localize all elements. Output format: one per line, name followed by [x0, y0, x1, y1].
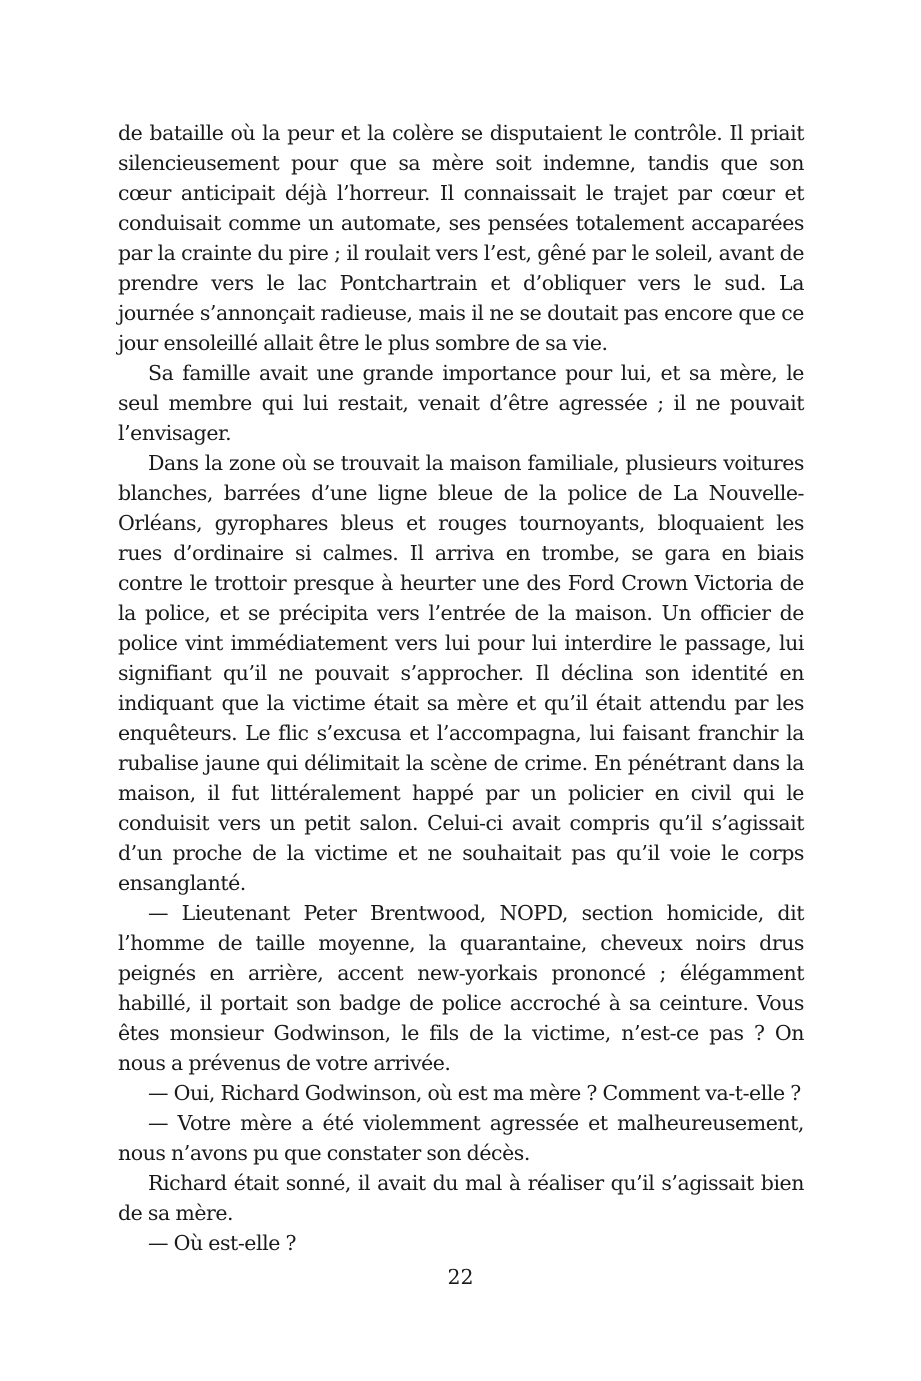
paragraph-8: — Où est-elle ?	[148, 1231, 296, 1255]
paragraph-5: — Oui, Richard Godwinson, où est ma mère ? Comment va-t-elle ?	[148, 1081, 801, 1105]
paragraph-3: Dans la zone où se trouvait la maison familiale, plusieurs voitures blanches, barrées d’une ligne bleue de la police de La Nouvelle-Orléans, gyrophares bleus et rouges tournoyants, bloquaient les rues d’ordinaire si calmes. Il arriva en trombe, se gara en biais contre le trottoir presque à heurter une des Ford Crown Victoria de la police, et se précipita vers l’entrée de la maison. Un officier de police vint immédiatement vers lui pour lui interdire le passage, lui signifiant qu’il ne pouvait s’approcher. Il déclina son identité en indiquant que la victime était sa mère et qu’il était attendu par les enquêteurs. Le flic s’excusa et l’accompagna, lui faisant franchir la rubalise jaune qui délimitait la scène de crime. En pénétrant dans la maison, il fut littéralement happé par un policier en civil qui le conduisit vers un petit salon. Celui-ci avait compris qu’il s’agissait d’un proche de la victime et ne souhaitait pas qu’il voie le corps ensanglanté.	[118, 451, 804, 895]
paragraph-2: Sa famille avait une grande importance pour lui, et sa mère, le seul membre qui lui restait, venait d’être agressée ; il ne pouvait l’envisager.	[118, 361, 804, 445]
page-number: 22	[447, 1265, 474, 1289]
paragraph-1: de bataille où la peur et la colère se disputaient le contrôle. Il priait silencieusement pour que sa mère soit indemne, tandis que son cœur anticipait déjà l’horreur. Il connaissait le trajet par cœur et conduisait comme un automate, ses pensées totalement accaparées par la crainte du pire ; il roulait vers l’est, gêné par le soleil, avant de prendre vers le lac Pontchartrain et d’obliquer vers le sud. La journée s’annonçait radieuse, mais il ne se doutait pas encore que ce jour ensoleillé allait être le plus sombre de sa vie.	[118, 121, 804, 355]
body-text	[118, 118, 804, 1258]
paragraph-6: — Votre mère a été violemment agressée et malheureusement, nous n’avons pu que constater son décès.	[118, 1111, 804, 1165]
paragraph-7: Richard était sonné, il avait du mal à réaliser qu’il s’agissait bien de sa mère.	[118, 1171, 804, 1225]
paragraph-4: — Lieutenant Peter Brentwood, NOPD, section homicide, dit l’homme de taille moyenne, la quarantaine, cheveux noirs drus peignés en arrière, accent new-yorkais prononcé ; élégamment habillé, il portait son badge de police accroché à sa ceinture. Vous êtes monsieur Godwinson, le fils de la victime, n’est-ce pas ? On nous a prévenus de votre arrivée.	[118, 901, 804, 1075]
